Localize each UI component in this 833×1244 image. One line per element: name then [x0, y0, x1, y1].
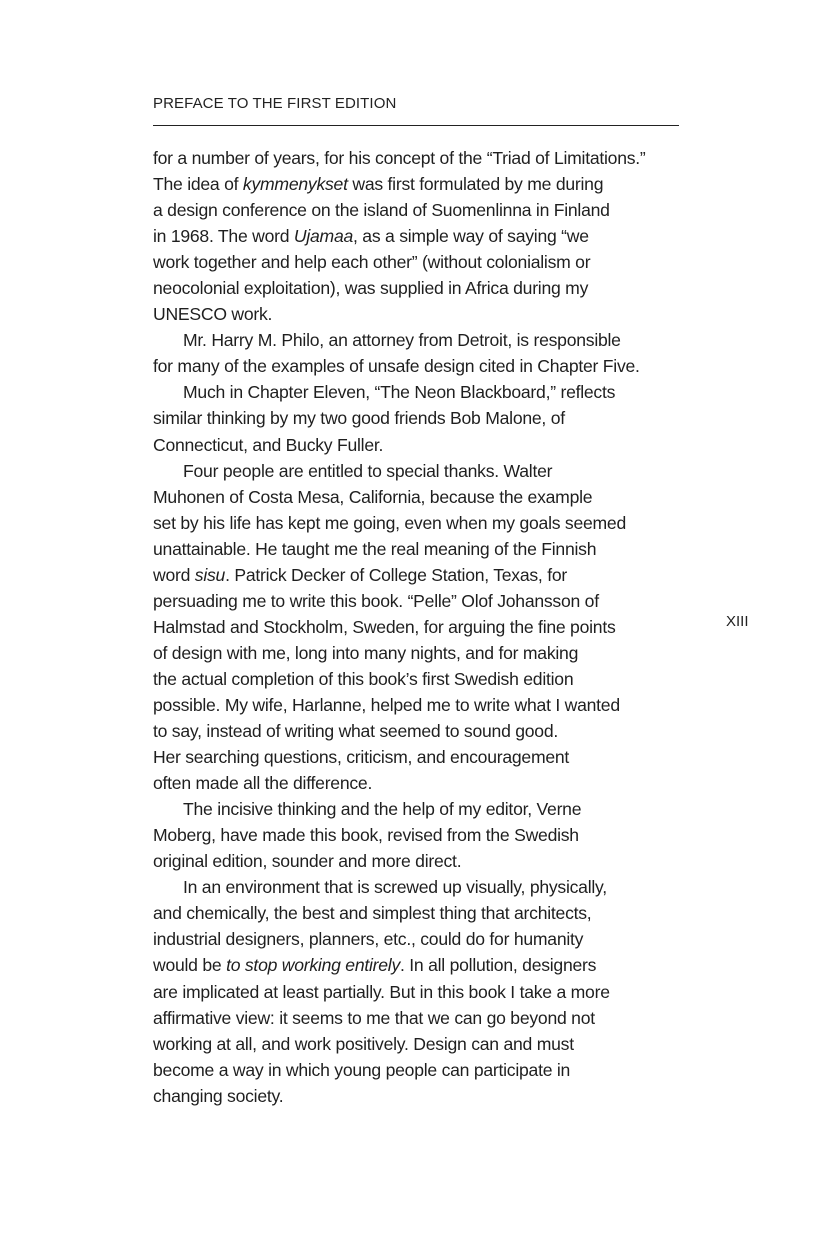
text-segment: working at all, and work positively. Design can and must: [153, 1033, 574, 1054]
text-line: [153, 979, 693, 1005]
text-segment: , as a simple way of saying “we: [353, 226, 589, 247]
text-line: [153, 379, 693, 405]
text-segment: affirmative view: it seems to me that we can go beyond not: [153, 1007, 595, 1028]
text-segment: work together and help each other” (without colonialism or: [153, 252, 591, 273]
text-segment: . Patrick Decker of College Station, Texas, for: [225, 564, 567, 585]
text-segment: often made all the difference.: [153, 773, 373, 794]
text-line: [153, 484, 693, 510]
text-line: [153, 744, 693, 770]
text-segment: for a number of years, for his concept of the “Triad of Limitations.”: [153, 148, 646, 168]
text-line: [153, 562, 693, 588]
text-line: [153, 145, 693, 171]
text-segment: would be: [153, 955, 227, 976]
text-segment: The idea of: [153, 174, 243, 195]
text-line: [153, 926, 693, 952]
text-segment: The incisive thinking and the help of my editor, Verne: [183, 799, 582, 820]
page-number: XIII: [726, 613, 749, 630]
text-segment: Moberg, have made this book, revised from the Swedish: [153, 825, 579, 846]
text-line: [153, 900, 693, 926]
text-line: [153, 666, 693, 692]
text-line: [153, 432, 693, 458]
text-segment: industrial designers, planners, etc., could do for humanity: [153, 929, 584, 950]
text-line: [153, 536, 693, 562]
text-segment: similar thinking by my two good friends Bob Malone, of: [153, 408, 565, 429]
italic-text: to stop working entirely: [226, 955, 401, 976]
text-segment: become a way in which young people can participate in: [153, 1059, 571, 1080]
text-segment: original edition, sounder and more direct.: [153, 851, 462, 872]
text-line: [153, 405, 693, 431]
body-text: [153, 145, 693, 1109]
text-segment: to say, instead of writing what seemed to sound good.: [153, 721, 559, 742]
text-segment: Much in Chapter Eleven, “The Neon Blackboard,” reflects: [183, 382, 616, 403]
text-line: [153, 718, 693, 744]
text-line: [153, 171, 693, 197]
text-segment: are implicated at least partially. But in this book I take a more: [153, 981, 610, 1002]
text-line: [153, 197, 693, 223]
text-line: [153, 822, 693, 848]
text-segment: Halmstad and Stockholm, Sweden, for arguing the fine points: [153, 616, 616, 637]
italic-text: Ujamaa: [293, 226, 354, 247]
text-line: [153, 275, 693, 301]
text-line: [153, 1057, 693, 1083]
text-line: [153, 458, 693, 484]
text-line: [153, 1005, 693, 1031]
text-segment: Muhonen of Costa Mesa, California, because the example: [153, 486, 593, 507]
text-line: [153, 1083, 693, 1109]
italic-text: sisu: [194, 564, 226, 585]
text-line: [153, 588, 693, 614]
text-line: [153, 848, 693, 874]
text-segment: of design with me, long into many nights, and for making: [153, 642, 579, 663]
text-segment: Mr. Harry M. Philo, an attorney from Detroit, is responsible: [183, 330, 621, 351]
text-segment: unattainable. He taught me the real meaning of the Finnish: [153, 538, 597, 559]
text-line: [153, 692, 693, 718]
text-segment: for many of the examples of unsafe design cited in Chapter Five.: [153, 356, 640, 377]
text-segment: was first formulated by me during: [347, 174, 604, 195]
running-header: PREFACE TO THE FIRST EDITION: [153, 95, 397, 112]
text-segment: set by his life has kept me going, even when my goals seemed: [153, 512, 627, 533]
text-segment: neocolonial exploitation), was supplied in Africa during my: [153, 278, 589, 299]
text-segment: Four people are entitled to special thanks. Walter: [183, 460, 553, 481]
text-segment: . In all pollution, designers: [400, 955, 597, 976]
text-line: [153, 770, 693, 796]
text-segment: In an environment that is screwed up visually, physically,: [183, 877, 607, 898]
text-line: [153, 223, 693, 249]
text-line: [153, 952, 693, 978]
header-rule: [153, 125, 679, 126]
italic-text: kymmenykset: [242, 174, 348, 195]
text-segment: persuading me to write this book. “Pelle” Olof Johansson of: [153, 590, 599, 611]
text-line: [153, 301, 693, 327]
text-segment: possible. My wife, Harlanne, helped me to write what I wanted: [153, 694, 620, 715]
text-line: [153, 614, 693, 640]
text-segment: the actual completion of this book’s first Swedish edition: [153, 668, 574, 689]
text-line: [153, 1031, 693, 1057]
text-segment: word: [153, 564, 195, 585]
text-line: [153, 796, 693, 822]
text-line: [153, 249, 693, 275]
text-segment: changing society.: [153, 1085, 284, 1106]
text-segment: in 1968. The word: [153, 226, 294, 247]
text-segment: Her searching questions, criticism, and encouragement: [153, 747, 570, 768]
text-segment: and chemically, the best and simplest thing that architects,: [153, 903, 592, 924]
text-line: [153, 510, 693, 536]
text-line: [153, 327, 693, 353]
text-line: [153, 640, 693, 666]
text-segment: a design conference on the island of Suomenlinna in Finland: [153, 200, 610, 221]
text-line: [153, 874, 693, 900]
text-segment: UNESCO work.: [153, 304, 273, 325]
text-line: [153, 353, 693, 379]
text-segment: Connecticut, and Bucky Fuller.: [153, 434, 384, 455]
